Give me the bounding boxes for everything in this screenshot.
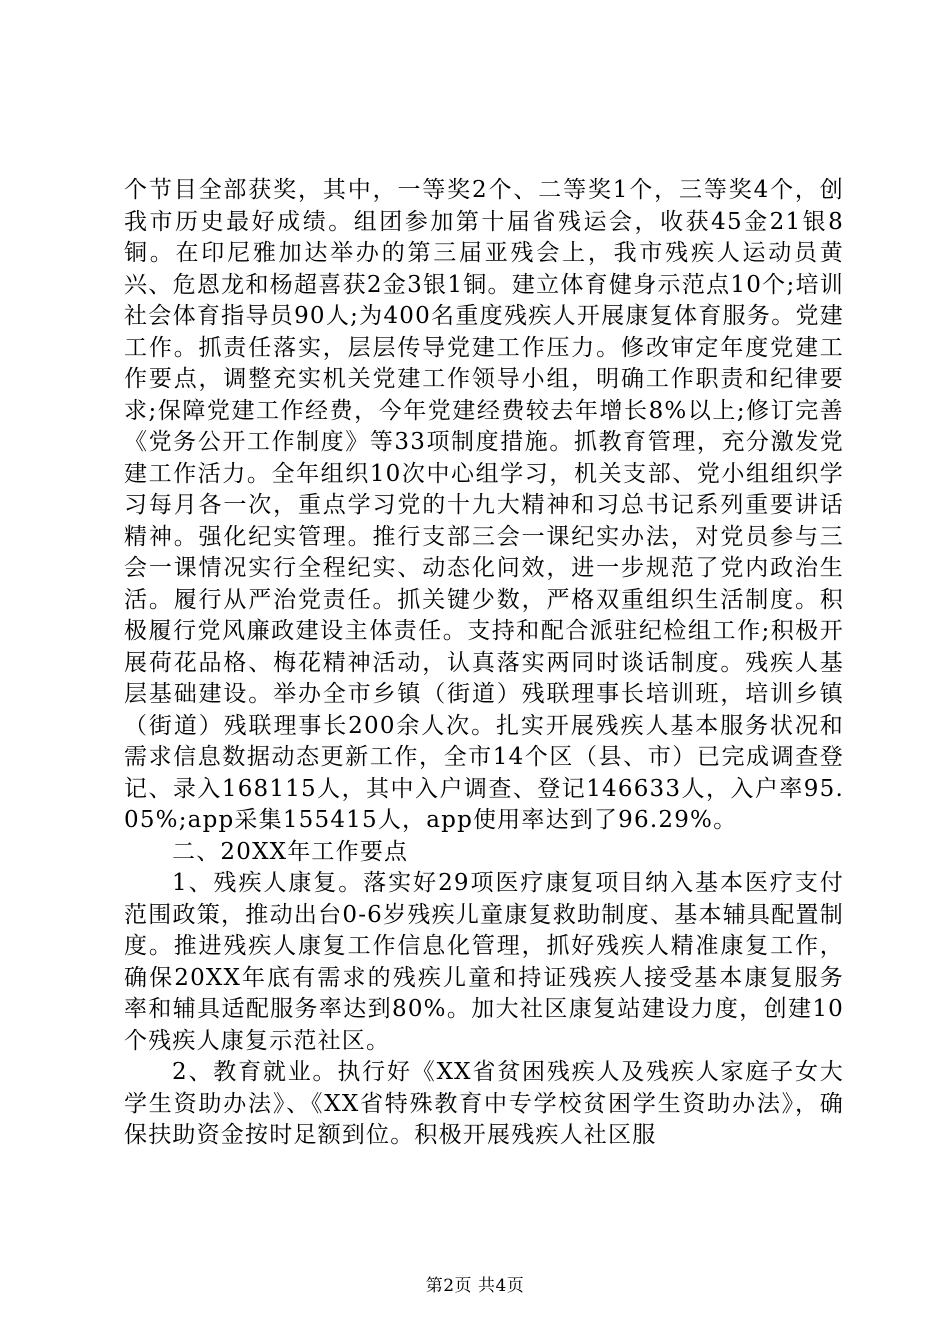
paragraph-continuation: 个节目全部获奖，其中，一等奖2个、二等奖1个，三等奖4个，创我市历史最好成绩。组团参加第十届省残运会，收获45金21银8铜。在印尼雅加达举办的第三届亚残会上，我市残疾人运动员黄兴、危恩龙和杨超喜获2金3银1铜。建立体育健身示范点10个;培训社会体育指导员90人;为400名重度残疾人开展康复体育服务。党建工作。抓责任落实，层层传导党建工作压力。修改审定年度党建工作要点，调整充实机关党建工作领导小组，明确工作职责和纪律要求;保障党建工作经费，今年党建经费较去年增长8%以上;修订完善《党务公开工作制度》等33项制度措施。抓教育管理，充分激发党建工作活力。全年组织10次中心组学习，机关支部、党小组组织学习每月各一次，重点学习党的十九大精神和习总书记系列重要讲话精神。强化纪实管理。推行支部三会一课纪实办法，对党员参与三会一课情况实行全程纪实、动态化问效，进一步规范了党内政治生活。履行从严治党责任。抓关键少数，严格双重组织生活制度。积极履行党风廉政建设主体责任。支持和配合派驻纪检组工作;积极开展荷花品格、梅花精神活动，认真落实两同时谈话制度。残疾人基层基础建设。举办全市乡镇（街道）残联理事长培训班，培训乡镇（街道）残联理事长200余人次。扎实开展残疾人基本服务状况和需求信息数据动态更新工作，全市14个区（县、市）已完成调查登记、录入168115人，其中入户调查、登记146633人，入户率95.05%;app采集155415人，app使用率达到了96.29%。 (124, 177, 844, 833)
paragraph-education-employment: 2、教育就业。执行好《XX省贫困残疾人及残疾人家庭子女大学生资助办法》、《XX省特殊教育中专学校贫困学生资助办法》，确保扶助资金按时足额到位。积极开展残疾人社区服 (124, 1059, 844, 1148)
page-footer: 第2页 共4页 (425, 1276, 525, 1296)
document-body (124, 175, 844, 1152)
section-heading: 二、20XX年工作要点 (172, 838, 409, 865)
paragraph-rehabilitation: 1、残疾人康复。落实好29项医疗康复项目纳入基本医疗支付范围政策，推动出台0-6岁残疾儿童康复救助制度、基本辅具配置制度。推进残疾人康复工作信息化管理，抓好残疾人精准康复工作，确保20XX年底有需求的残疾儿童和持证残疾人接受基本康复服务率和辅具适配服务率达到80%。加大社区康复站建设力度，创建10个残疾人康复示范社区。 (124, 870, 844, 1054)
